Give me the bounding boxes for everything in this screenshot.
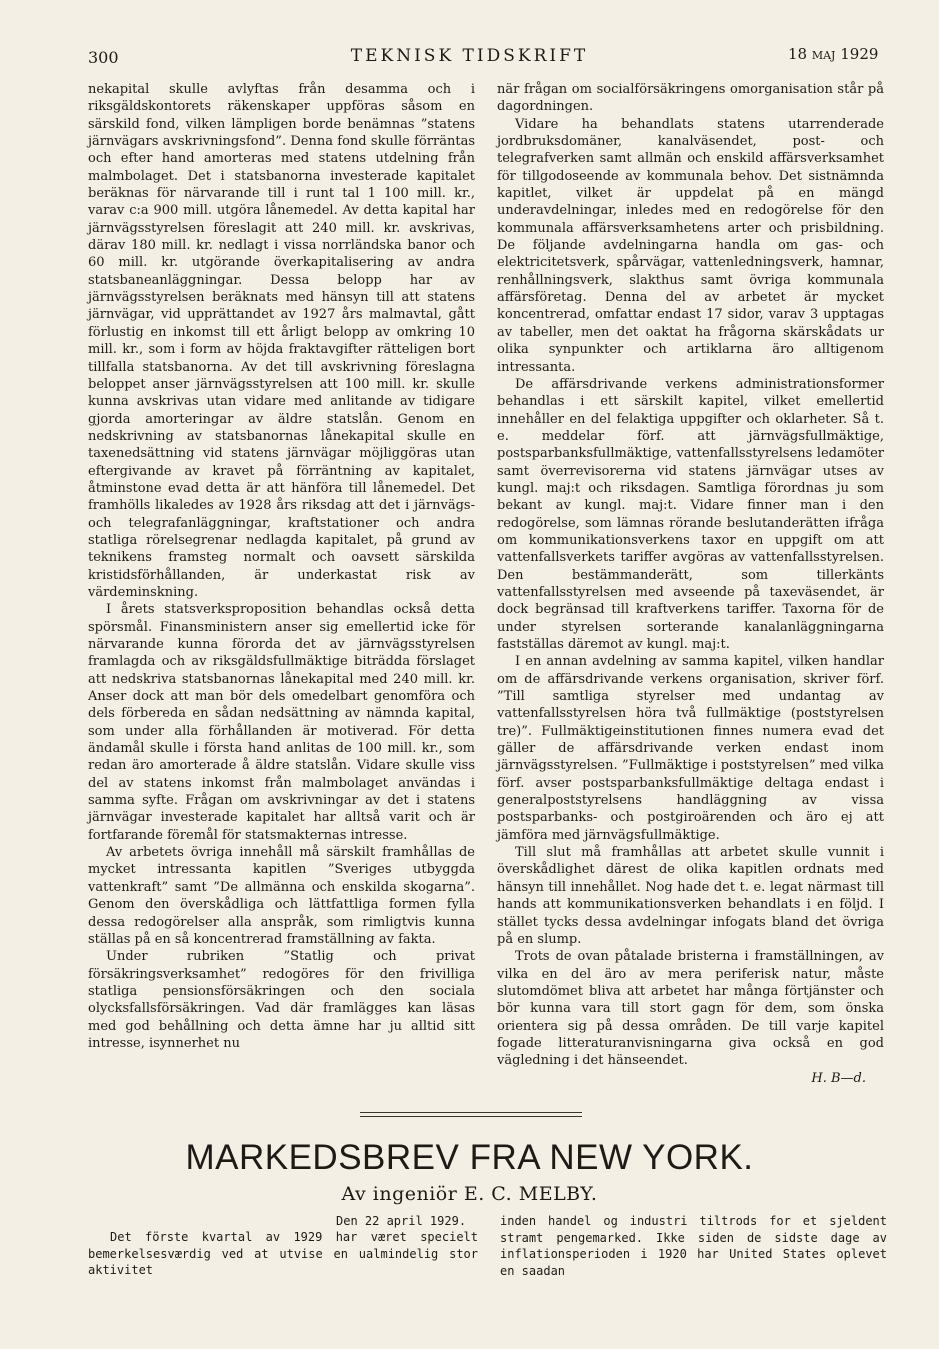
page-number: 300 [88,48,119,67]
paragraph: Trots de ovan påtalade bristerna i framställningen, av vilka en del äro av mera periferisk natur, måste slutomdömet bliva att arbetet har många förtjänster och bör kunna vara till stort gagn för dem, som önska orientera sig på dessa områden. De till varje kapitel fogade litteraturanvisningarna giva också en god vägledning i det hänseendet. [497,949,884,1069]
review-signature: H. B—d. [811,1070,866,1086]
left-column [88,81,475,1052]
paragraph: Under rubriken ”Statlig och privat försäkringsverksamhet” redogöres för den frivilliga statliga pensionsförsäkringen och den sociala olycksfallsförsäkringen. Vad där framlägges kan läsas med god behållning och detta ämne har ju alltid sitt intresse, isynnerhet nu [88,949,475,1051]
article-left-column [88,1229,478,1279]
paragraph: I en annan avdelning av samma kapitel, vilken handlar om de affärsdrivande verkens organisation, skriver förf. ”Till samtliga styrelser med undantag av vattenfallsstyrelsen höra två fullmäktige (poststyrelsen tre)”. Fullmäktigeinstitutionen finnes numera evad det gäller de affärsdrivande verken endast inom järnvägsstyrelsen. ”Fullmäktige i poststyrelsen” med vilka förf. avser postsparbanksfullmäktige deltaga endast i generalpoststyrelsens handläggning av vissa postsparbanks- och postgiroärenden och äro ej att jämföra med järnvägsfullmäktige. [497,654,884,843]
section-divider [360,1116,582,1117]
paragraph: Till slut må framhållas att arbetet skulle vunnit i överskådlighet därest de olika kapitlen ordnats med hänsyn till innehållet. Nog hade det t. e. legat närmast till hands att kommunikationsverken behandlats i en följd. I stället tycks dessa avdelningar infogats bland det övriga på en slump. [497,845,884,947]
article-byline: Av ingeniör E. C. MELBY. [341,1183,598,1205]
paragraph: Det förste kvartal av 1929 har været specielt bemerkelsesværdig ved at utvise en ualmindelig stor aktivitet [88,1230,478,1277]
right-column [497,81,884,1087]
paragraph: inden handel og industri tiltrods for et sjeldent stramt pengemarked. Ikke siden de sidste dage av inflationsperioden i 1920 har United States oplevet en saadan [500,1214,887,1278]
section-divider [360,1112,582,1113]
paragraph: I årets statsverksproposition behandlas också detta spörsmål. Finansministern anser sig emellertid icke för närvarande kunna förorda det av järnvägsstyrelsen framlagda och av riksgäldsfullmäktige biträdda förslaget att nedskriva statsbanornas lånekapital med 240 mill. kr. Anser dock att man bör dels omedelbart genomföra och dels förbereda en sådan nedsättning av nämnda kapital, som under alla förhållanden är motiverad. För detta ändamål skulle i första hand anlitas de 100 mill. kr., som redan äro amorterade å äldre statslån. Vidare skulle viss del av statens inkomst från malmbolaget användas i samma syfte. Frågan om avskrivningar av det i statens järnvägar investerade kapitalet har alltså varit och är fortfarande föremål för statsmakternas intresse. [88,602,475,843]
article-right-column [500,1213,887,1279]
journal-title: TEKNISK TIDSKRIFT [350,46,589,66]
article-dateline: Den 22 april 1929. [336,1214,467,1228]
paragraph: när frågan om socialförsäkringens omorganisation står på dagordningen. [497,82,884,115]
paragraph: Vidare ha behandlats statens utarrenderade jordbruksdomäner, kanalväsendet, post- och telegrafverken samt allmän och enskild affärsverksamhet för tillgodoseende av kommunala behov. Det sistnämnda kapitlet, vilket är uppdelat på en mängd underavdelningar, inledes med en redogörelse för den kommunala affärsverksamhetens arter och prisbildning. De följande avdelningarna handla om gas- och elektricitetsverk, spårvägar, vattenledningsverk, hamnar, renhållningsverk, slakthus samt övriga kommunala affärsföretag. Denna del av arbetet är mycket koncentrerad, omfattar endast 17 sidor, varav 3 upptagas av tabeller, men det oaktat ha frågorna skärskådats ur olika synpunkter och artiklarna äro alltigenom intressanta. [497,116,884,375]
paragraph: nekapital skulle avlyftas från desamma och i riksgäldskontorets räkenskaper uppföras såsom en särskild fond, vilken lämpligen borde benämnas ”statens järnvägars avskrivningsfond”. Denna fond skulle förräntas och efter hand amorteras med statens utdelning från malmbolaget. Det i statsbanorna investerade kapitalet beräknas för närvarande till i runt tal 1 100 mill. kr., varav c:a 900 mill. utgöra lånemedel. Av detta kapital har järnvägsstyrelsen föreslagit att 240 mill. kr. avskrivas, därav 180 mill. kr. nedlagt i vissa norrländska banor och 60 mill. kr. utgörande överkapitalisering av andra statsbaneanläggningar. Dessa belopp har av järnvägsstyrelsen beräknats med hänsyn till att statens järnvägar, vid upprättandet av 1927 års malmavtal, gått förlustig en inkomst till ett årligt belopp av omkring 10 mill. kr., som i form av höjda fraktavgifter rätteligen bort tillfalla statsbanorna. Av det till avskrivning föreslagna beloppet anser järnvägsstyrelsen att 100 mill. kr. skulle kunna avskrivas utan vidare med anlitande av tidigare gjorda amorteringar av äldre statslån. Genom en nedskrivning av statsbanornas lånekapital skulle en taxenedsättning vid statens järnvägar möjliggöras utan eftergivande av kravet på förräntning av kapitalet, åtminstone evad detta är att hänföra till lånemedel. Det framhölls likaledes av 1928 års riksdag att det i järnvägs- och telegrafanläggningar, kraftstationer och andra statliga rörelsegrenar nedlagda kapitalet, på grund av teknikens framsteg normalt och oavsett särskilda kristidsförhållanden, är underkastat risk av värdeminskning. [88,82,475,600]
article-heading: MARKEDSBREV FRA NEW YORK. [185,1138,754,1177]
issue-date: 18 maj 1929 [788,45,879,63]
paragraph: De affärsdrivande verkens administrationsformer behandlas i ett särskilt kapitel, vilket emellertid innehåller en del felaktiga uppgifter och oklarheter. Så t. e. meddelar förf. att järnvägsfullmäktige, postsparbanksfullmäktige, vattenfallsstyrelsens ledamöter samt överrevisorerna vid statens järnvägar utses av kungl. maj:t och riksdagen. Samtliga förordnas ju som bekant av kungl. maj:t. Vidare finner man i den redogörelse, som lämnas rörande beslutanderätten ifråga om kommunikationsverkens taxor en uppgift om att vattenfallsverkets tariffer avgöras av vattenfallsstyrelsen. Den bestämmanderätt, som tillerkänts vattenfallsstyrelsen med avseende på taxeväsendet, är dock begränsad till kraftverkens tariffer. Taxorna för de under styrelsen sorterande kanalanläggningarna fastställas däremot av kungl. maj:t. [497,376,884,652]
paragraph: Av arbetets övriga innehåll må särskilt framhållas de mycket intressanta kapitlen ”Sveriges utbyggda vattenkraft” samt ”De allmänna och enskilda skogarna”. Genom den överskådliga och lättfattliga formen fylla dessa redogörelser alla anspråk, som rimligtvis kunna ställas på en så koncentrerad framställning av fakta. [88,845,475,947]
